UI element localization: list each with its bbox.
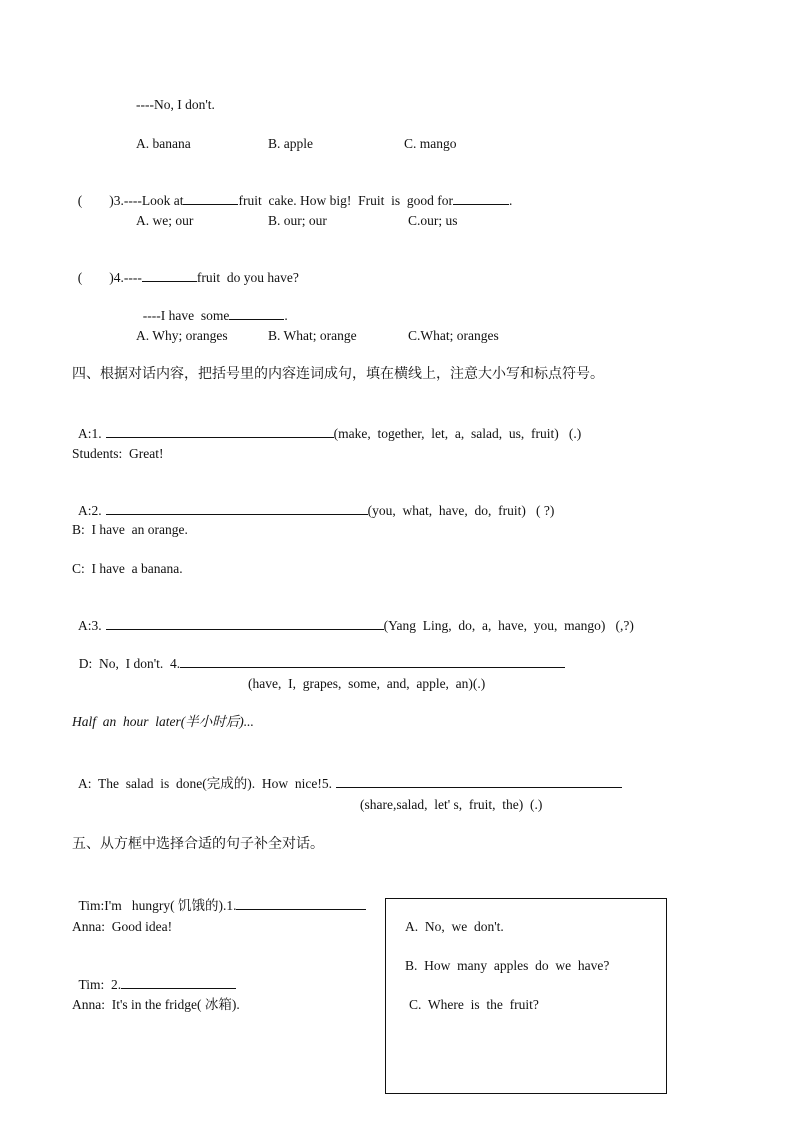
q3-text: 3.----Look at [113,193,184,208]
s4-line-7 [72,636,565,673]
q4-blank-1[interactable] [142,268,197,282]
box-option-c: C. Where is the fruit? [409,997,539,1012]
s4-line-10 [72,756,622,793]
s5-blank-1[interactable] [236,896,366,910]
s4-blank-2[interactable] [106,501,368,515]
section4-title: 四、根据对话内容，把括号里的内容连词成句，填在横线上，注意大小写和标点符号。 [72,366,604,382]
s5-line-1 [72,878,366,915]
q3-option-a: A. we; our [136,213,194,228]
q4-reply-text-2: . [284,308,288,323]
q2-option-b: B. apple [268,136,313,151]
q2-option-a: A. banana [136,136,191,151]
s4-line-9: Half an hour later(半小时后)... [72,714,254,729]
q3-blank-1[interactable] [183,191,238,205]
s5-line-2: Anna: Good idea! [72,919,173,934]
q4-option-b: B. What; orange [268,328,357,343]
q4-line [71,250,299,287]
q3-text-3: . [508,193,513,208]
q4-text-2: fruit do you have? [196,270,299,285]
section5-title: 五、从方框中选择合适的句子补全对话。 [72,836,324,852]
q4-option-a: A. Why; oranges [136,328,228,343]
s4-blank-4[interactable] [180,654,565,668]
s4-l1-hint: (make, together, let, a, salad, us, fruit) (.) [333,426,582,441]
s4-line-11-hint: (share,salad, let' s, fruit, the) (.) [360,797,543,812]
box-option-a: A. No, we don't. [405,919,504,934]
q4-blank-2[interactable] [229,306,284,320]
s4-line-6 [72,598,634,635]
s4-blank-1[interactable] [106,424,334,438]
s4-l3-hint: (you, what, have, do, fruit) ( ?) [367,503,555,518]
q4-answer-paren[interactable]: ( ) [77,270,114,285]
s4-blank-3[interactable] [106,616,384,630]
s4-l6-hint: (Yang Ling, do, a, have, you, mango) (,?) [383,618,634,633]
s4-l10-prefix: A: The salad is done(完成的). How nice!5. [78,776,332,791]
s5-l3-text: Tim: 2. [78,977,122,992]
s5-line-4: Anna: It's in the fridge( 冰箱). [72,997,240,1012]
s4-line-4: B: I have an orange. [72,522,188,537]
s4-l3-prefix: A:2. [78,503,102,518]
s4-line-8-hint: (have, I, grapes, some, and, apple, an)(.) [248,676,486,691]
s5-l1-text: Tim:I'm hungry( 饥饿的).1. [78,898,237,913]
q2-option-c: C. mango [404,136,457,151]
q4-reply-text: ----I have some [142,308,230,323]
s4-l7-prefix: D: No, I don't. 4. [78,656,181,671]
s5-line-3 [72,957,236,994]
q3-line [71,173,512,210]
s4-blank-5[interactable] [336,774,622,788]
q2-answer-line: ----No, I don't. [136,97,215,112]
q3-option-b: B. our; our [268,213,327,228]
s4-l1-prefix: A:1. [78,426,102,441]
s4-line-5: C: I have a banana. [72,561,183,576]
q4-reply [136,288,288,325]
s4-line-1 [72,406,581,443]
s4-line-2: Students: Great! [72,446,164,461]
q4-text: 4.---- [113,270,142,285]
q3-option-c: C.our; us [408,213,458,228]
q3-blank-2[interactable] [453,191,509,205]
s4-l6-prefix: A:3. [78,618,102,633]
s5-blank-2[interactable] [121,975,236,989]
s4-line-3 [72,483,554,520]
q3-answer-paren[interactable]: ( ) [77,193,114,208]
q4-option-c: C.What; oranges [408,328,499,343]
q3-text-2: fruit cake. How big! Fruit is good for [238,193,453,208]
box-option-b: B. How many apples do we have? [405,958,610,973]
